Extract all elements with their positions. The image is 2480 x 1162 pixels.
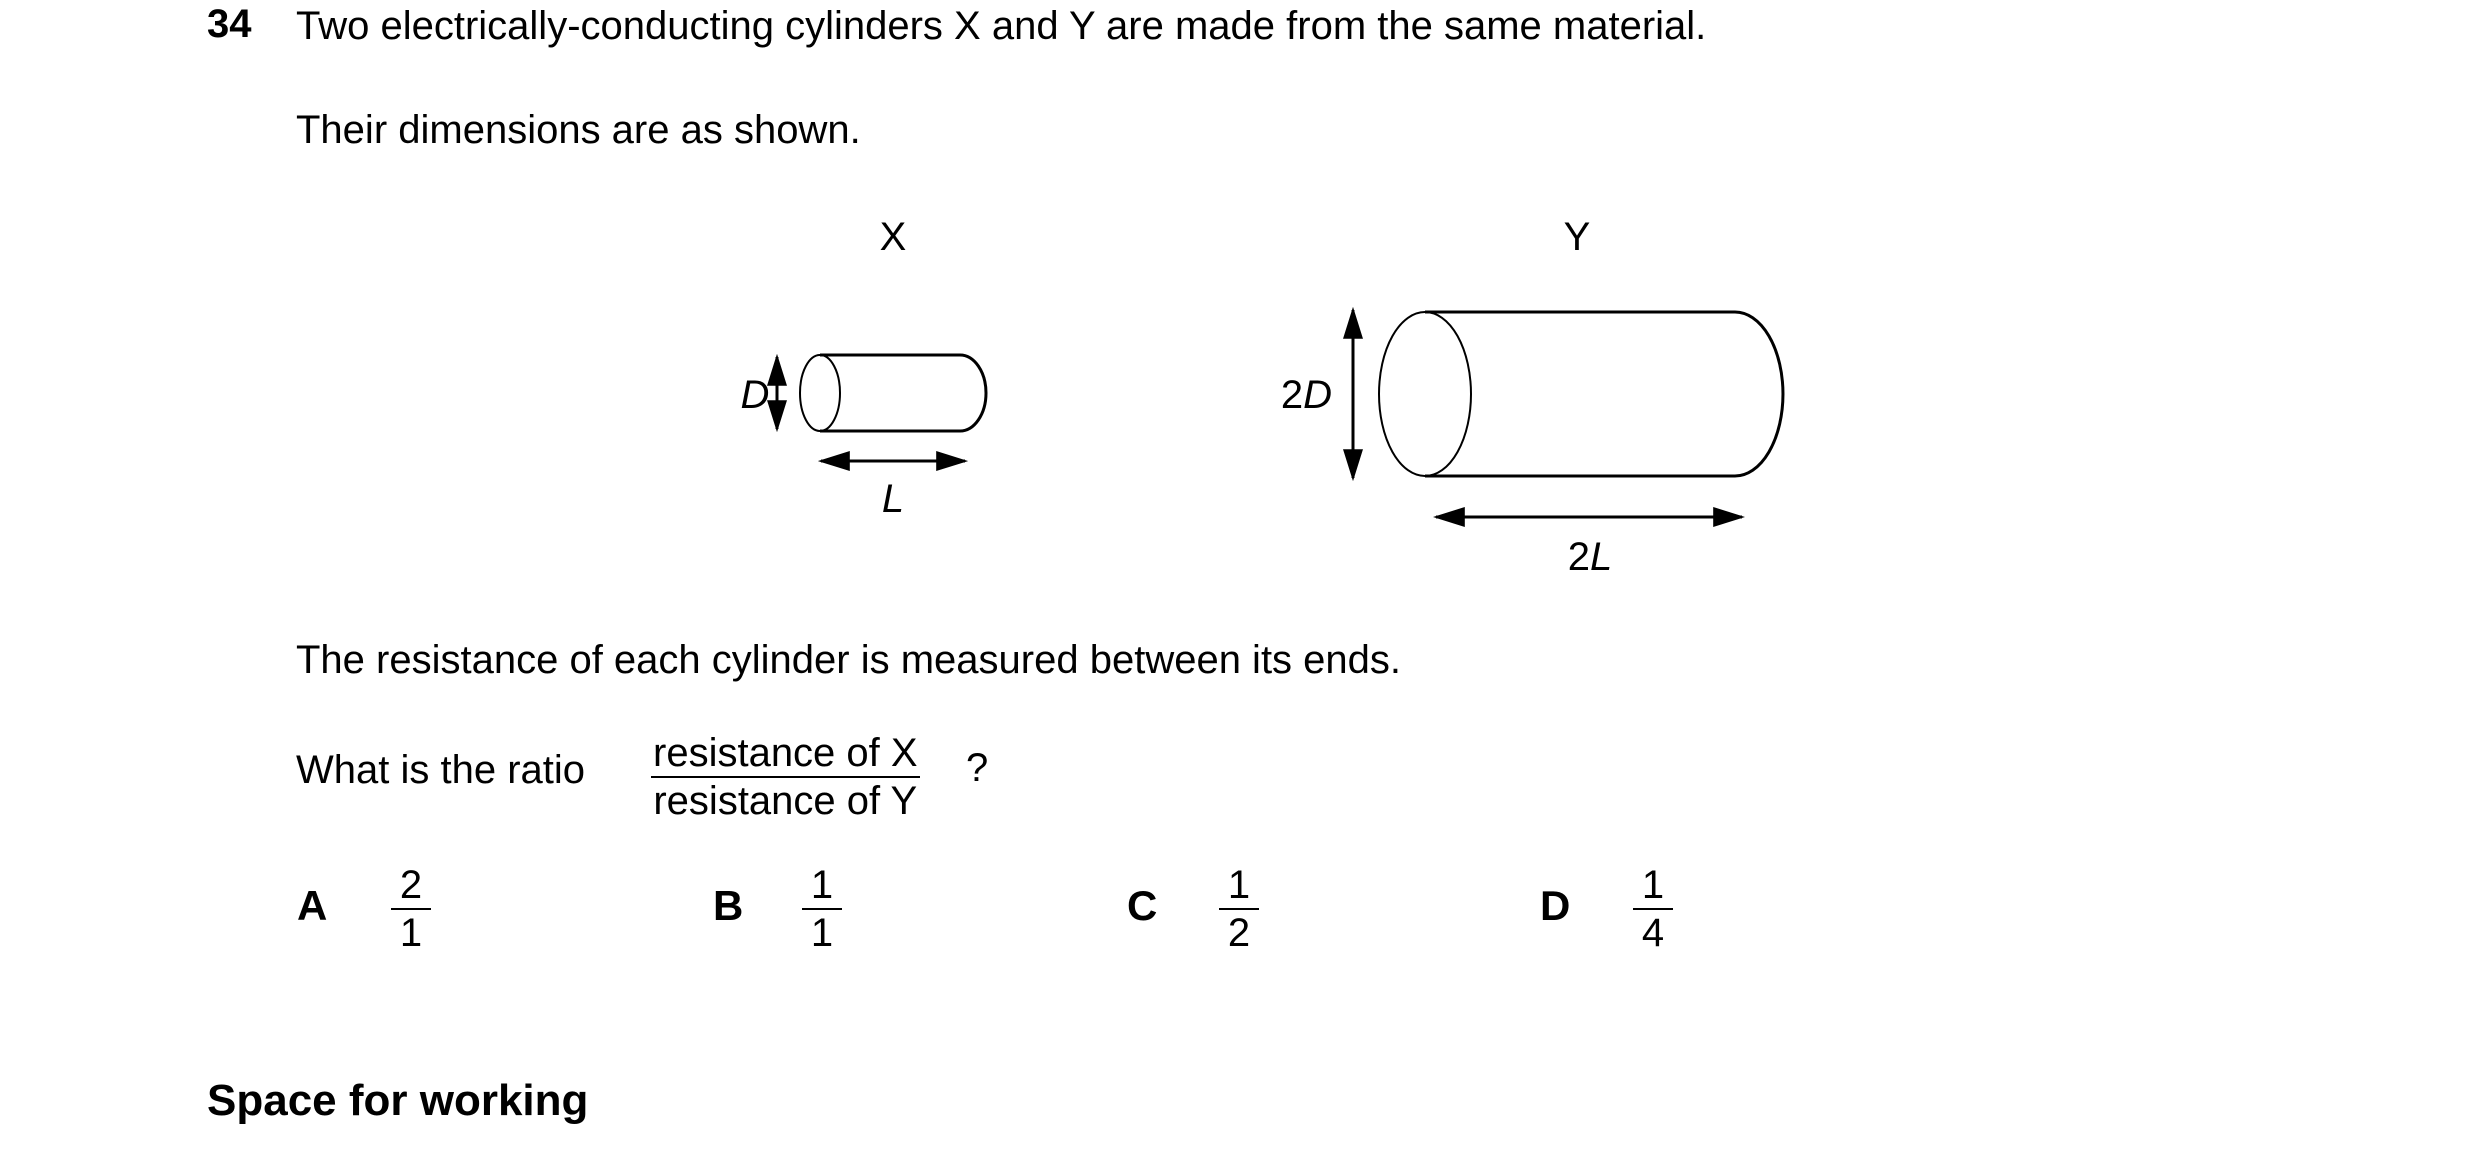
option-b-fraction[interactable] (802, 862, 842, 956)
option-a-numerator: 2 (391, 862, 431, 910)
ratio-fraction (651, 730, 920, 824)
option-c-letter[interactable]: C (1127, 882, 1158, 929)
x-diameter-label: D (740, 373, 770, 417)
option-a-letter[interactable]: A (297, 882, 328, 929)
ratio-denominator: resistance of Y (653, 779, 918, 823)
working-space-label: Space for working (207, 1076, 589, 1125)
cylinder-x (800, 355, 986, 431)
ratio-prefix: What is the ratio (296, 748, 586, 792)
ratio-numerator: resistance of X (651, 730, 920, 778)
option-b-denominator: 1 (810, 911, 834, 955)
option-d-numerator: 1 (1633, 862, 1673, 910)
y-length-label: 2L (1567, 535, 1613, 579)
option-b-letter[interactable]: B (713, 882, 744, 929)
ratio-question-mark: ? (966, 746, 989, 790)
option-a-fraction[interactable] (391, 862, 431, 956)
cylinder-y-label: Y (1563, 215, 1591, 259)
option-d-fraction[interactable] (1633, 862, 1673, 956)
resistance-text: The resistance of each cylinder is measured between its ends. (296, 638, 1402, 682)
option-d-denominator: 4 (1641, 911, 1665, 955)
question-number: 34 (207, 2, 252, 46)
option-c-fraction[interactable] (1219, 862, 1259, 956)
option-b-numerator: 1 (802, 862, 842, 910)
option-c-denominator: 2 (1227, 911, 1251, 955)
cylinder-x-label: X (879, 215, 907, 259)
question-subtext: Their dimensions are as shown. (296, 108, 861, 152)
option-d-letter[interactable]: D (1540, 882, 1571, 929)
option-c-numerator: 1 (1219, 862, 1259, 910)
cylinder-y (1379, 312, 1783, 476)
x-length-label: L (881, 477, 905, 521)
y-diameter-label: 2D (1280, 373, 1332, 417)
option-a-denominator: 1 (399, 911, 423, 955)
question-stem: Two electrically-conducting cylinders X and Y are made from the same material. (296, 4, 1707, 48)
